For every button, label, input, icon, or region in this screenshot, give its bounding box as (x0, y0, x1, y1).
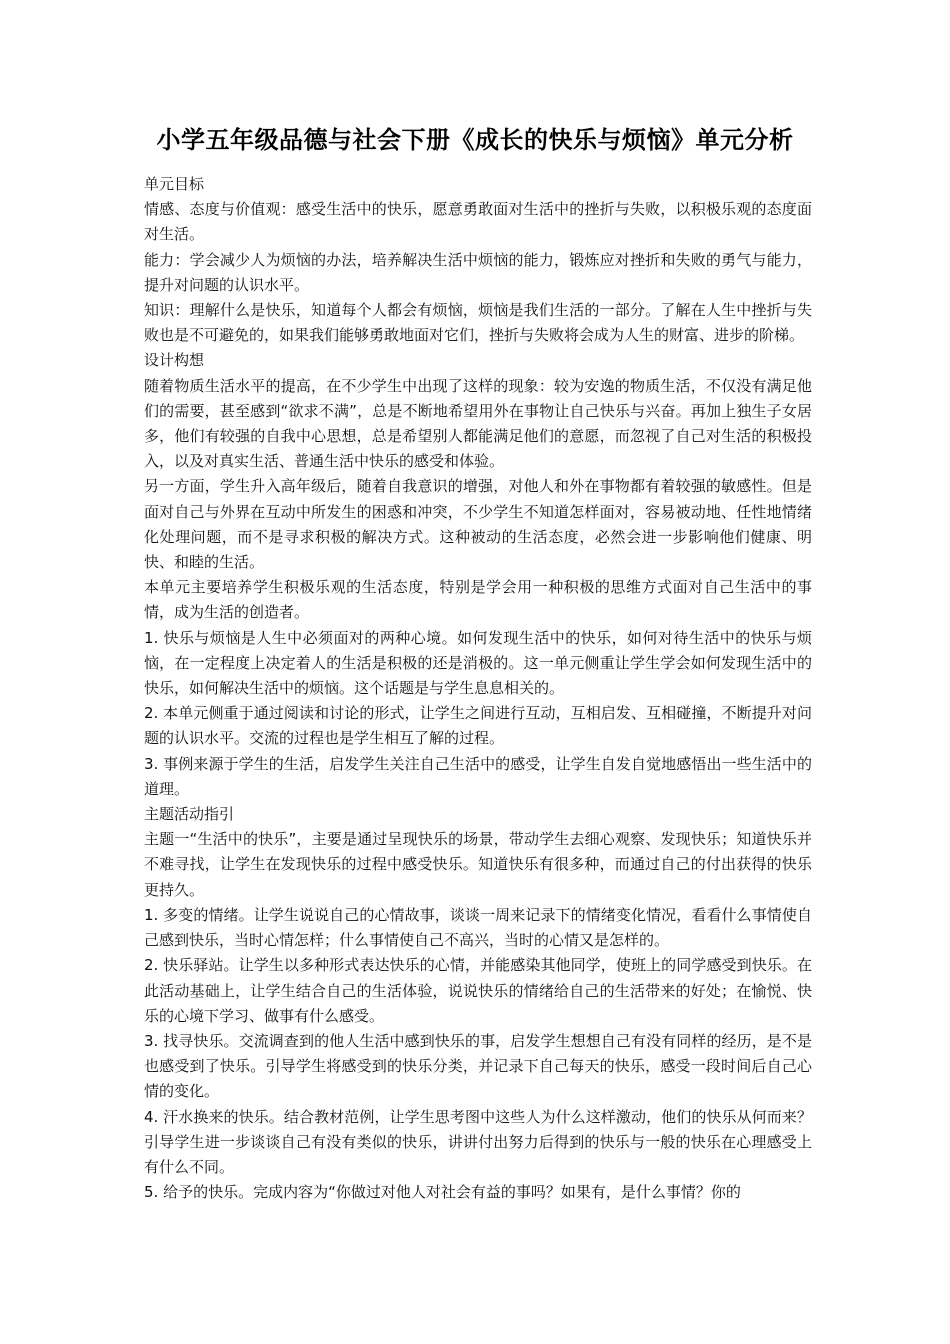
list-item-activity-4: 4. 汗水换来的快乐。结合教材范例，让学生思考图中这些人为什么这样激动，他们的快乐从何而来？引导学生进一步谈谈自己有没有类似的快乐，讲讲付出努力后得到的快乐与一般的快乐在心理感受上有什么不同。 (144, 1107, 812, 1176)
document-body (144, 172, 812, 1205)
paragraph-design-2: 另一方面，学生升入高年级后，随着自我意识的增强，对他人和外在事物都有着较强的敏感性。但是面对自己与外界在互动中所发生的困惑和冲突，不少学生不知道怎样面对，容易被动地、任性地情绪化处理问题，而不是寻求积极的解决方式。这种被动的生活态度，必然会进一步影响他们健康、明快、和睦的生活。 (144, 477, 812, 572)
section-heading-activity-guide: 主题活动指引 (144, 805, 235, 824)
list-item-design-3: 3. 事例来源于学生的生活，启发学生关注自己生活中的感受，让学生自发自觉地感悟出一些生活中的道理。 (144, 754, 812, 798)
paragraph-knowledge-goal: 知识：理解什么是快乐，知道每个人都会有烦恼，烦恼是我们生活的一部分。了解在人生中挫折与失败也是不可避免的，如果我们能够勇敢地面对它们，挫折与失败将会成为人生的财富、进步的阶梯。 (144, 301, 812, 345)
list-item-design-1: 1. 快乐与烦恼是人生中必须面对的两种心境。如何发现生活中的快乐，如何对待生活中的快乐与烦恼，在一定程度上决定着人的生活是积极的还是消极的。这一单元侧重让学生学会如何发现生活中的快乐，如何解决生活中的烦恼。这个话题是与学生息息相关的。 (144, 628, 812, 698)
paragraph-design-3: 本单元主要培养学生积极乐观的生活态度，特别是学会用一种积极的思维方式面对自己生活中的事情，成为生活的创造者。 (144, 578, 812, 622)
paragraph-theme-one: 主题一“生活中的快乐”，主要是通过呈现快乐的场景，带动学生去细心观察、发现快乐；知道快乐并不难寻找，让学生在发现快乐的过程中感受快乐。知道快乐有很多种，而通过自己的付出获得的快乐更持久。 (144, 830, 812, 899)
section-heading-unit-goals: 单元目标 (144, 175, 205, 193)
document-title: 小学五年级品德与社会下册《成长的快乐与烦恼》单元分析 (156, 126, 794, 154)
list-item-activity-5: 5. 给予的快乐。完成内容为“你做过对他人对社会有益的事吗？如果有，是什么事情？你的 (144, 1183, 741, 1202)
list-item-activity-2: 2. 快乐驿站。让学生以多种形式表达快乐的心情，并能感染其他同学，使班上的同学感受到快乐。在此活动基础上，让学生结合自己的生活体验，说说快乐的情绪给自己的生活带来的好处；在愉悦、快乐的心境下学习、做事有什么感受。 (144, 956, 812, 1025)
paragraph-emotion-goal: 情感、态度与价值观：感受生活中的快乐，愿意勇敢面对生活中的挫折与失败，以积极乐观的态度面对生活。 (144, 200, 812, 244)
list-item-activity-3: 3. 找寻快乐。交流调查到的他人生活中感到快乐的事，启发学生想想自己有没有同样的经历，是不是也感受到了快乐。引导学生将感受到的快乐分类，并记录下自己每天的快乐，感受一段时间后自己心情的变化。 (144, 1031, 812, 1101)
paragraph-design-1: 随着物质生活水平的提高，在不少学生中出现了这样的现象：较为安逸的物质生活，不仅没有满足他们的需要，甚至感到“欲求不满”，总是不断地希望用外在事物让自己快乐与兴奋。再加上独生子女居多，他们有较强的自我中心思想，总是希望别人都能满足他们的意愿，而忽视了自己对生活的积极投入，以及对真实生活、普通生活中快乐的感受和体验。 (144, 376, 812, 471)
paragraph-ability-goal: 能力：学会减少人为烦恼的办法，培养解决生活中烦恼的能力，锻炼应对挫折和失败的勇气与能力，提升对问题的认识水平。 (144, 250, 812, 294)
list-item-design-2: 2. 本单元侧重于通过阅读和讨论的形式，让学生之间进行互动，互相启发、互相碰撞，不断提升对问题的认识水平。交流的过程也是学生相互了解的过程。 (144, 704, 812, 748)
list-item-activity-1: 1. 多变的情绪。让学生说说自己的心情故事，谈谈一周来记录下的情绪变化情况，看看什么事情使自己感到快乐，当时心情怎样；什么事情使自己不高兴，当时的心情又是怎样的。 (144, 905, 812, 950)
section-heading-design-concept: 设计构想 (144, 351, 205, 370)
